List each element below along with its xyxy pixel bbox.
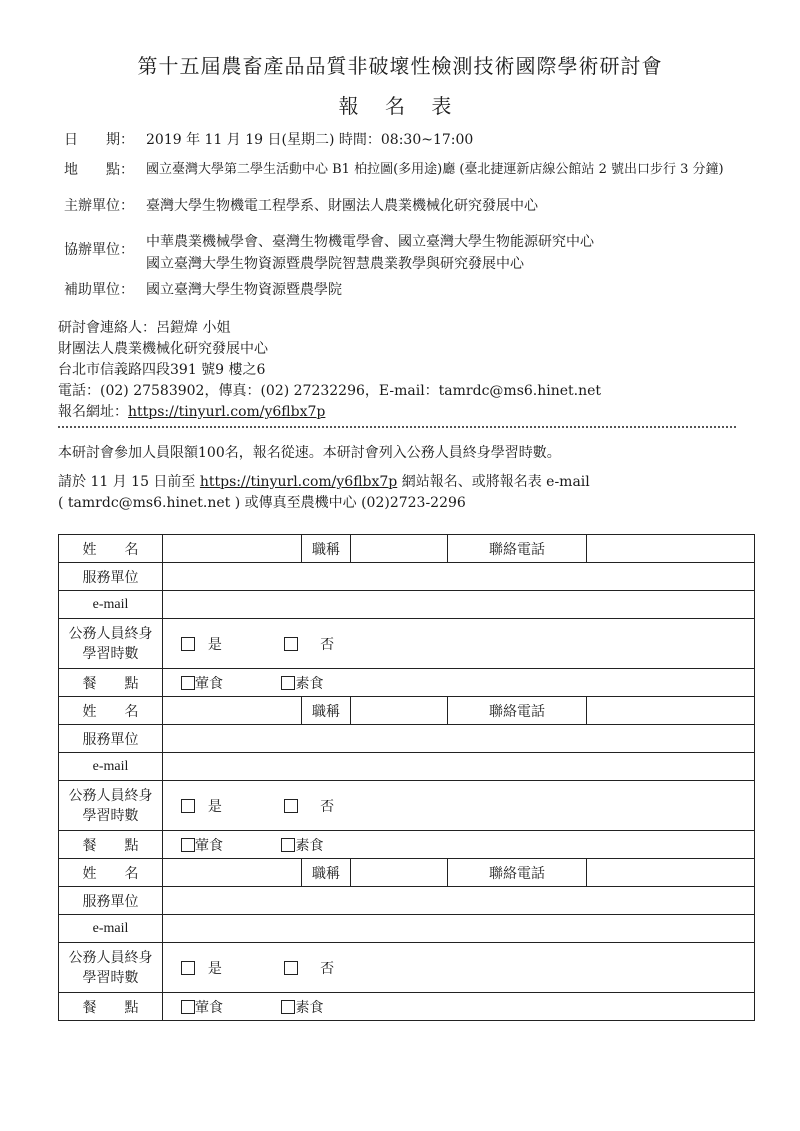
meal-options bbox=[163, 993, 755, 1021]
register-text-b: 網站報名、或將報名表 e-mail bbox=[397, 474, 590, 490]
checkbox-icon[interactable] bbox=[281, 1000, 295, 1014]
phone-field[interactable] bbox=[587, 697, 755, 725]
meal-veg-option[interactable]: 素食 bbox=[281, 835, 323, 855]
unit-label: 服務單位 bbox=[59, 563, 163, 591]
host-label: 主辦單位： bbox=[64, 198, 134, 214]
phone-label: 聯絡電話 bbox=[448, 535, 587, 563]
meal-label: 餐 點 bbox=[59, 831, 163, 859]
hours-options bbox=[163, 619, 755, 669]
place-value: 國立臺灣大學第二學生活動中心 B1 柏拉圖(多用途)廳 (臺北捷運新店線公館站 2 號出口步行 3 分鐘) bbox=[146, 162, 724, 177]
co-value-1: 中華農業機械學會、臺灣生物機電學會、國立臺灣大學生物能源研究中心 bbox=[146, 234, 594, 250]
meal-meat-option[interactable]: 葷食 bbox=[181, 835, 223, 855]
hours-label: 公務人員終身 學習時數 bbox=[59, 781, 163, 831]
register-text-line2: ( tamrdc@ms6.hinet.net ) 或傳真至農機中心 (02)2723-2296 bbox=[58, 495, 466, 511]
meal-label: 餐 點 bbox=[59, 993, 163, 1021]
info-aid bbox=[64, 281, 342, 299]
page-subtitle: 報 名 表 bbox=[338, 94, 462, 118]
hours-yes-option[interactable]: 是 bbox=[181, 634, 222, 654]
name-field[interactable] bbox=[163, 535, 302, 563]
table-row bbox=[59, 887, 755, 915]
meal-options bbox=[163, 831, 755, 859]
email-label: e-mail bbox=[59, 753, 163, 781]
meal-options bbox=[163, 669, 755, 697]
checkbox-icon[interactable] bbox=[284, 799, 298, 813]
page-title: 第十五屆農畜產品品質非破壞性檢測技術國際學術研討會 bbox=[137, 54, 663, 78]
checkbox-icon[interactable] bbox=[181, 799, 195, 813]
hours-no-option[interactable]: 否 bbox=[284, 796, 334, 816]
meal-veg-option[interactable]: 素食 bbox=[281, 673, 323, 693]
table-row bbox=[59, 619, 755, 669]
info-date bbox=[64, 131, 473, 149]
title-field[interactable] bbox=[351, 697, 448, 725]
meal-label: 餐 點 bbox=[59, 669, 163, 697]
meal-meat-option[interactable]: 葷食 bbox=[181, 673, 223, 693]
name-field[interactable] bbox=[163, 697, 302, 725]
registration-table bbox=[58, 534, 755, 1021]
hours-no-option[interactable]: 否 bbox=[284, 634, 334, 654]
web-link[interactable]: https://tinyurl.com/y6flbx7p bbox=[128, 404, 326, 420]
phone-field[interactable] bbox=[587, 535, 755, 563]
register-instructions bbox=[58, 472, 590, 514]
phone-label: 聯絡電話 bbox=[448, 697, 587, 725]
hours-label: 公務人員終身 學習時數 bbox=[59, 943, 163, 993]
phone-label: 聯絡電話 bbox=[448, 859, 587, 887]
meal-veg-option[interactable]: 素食 bbox=[281, 997, 323, 1017]
name-label: 姓 名 bbox=[59, 535, 163, 563]
hours-no-option[interactable]: 否 bbox=[284, 958, 334, 978]
contact-phone: 電話：(02) 27583902，傳真：(02) 27232296，E-mail：tamrdc@ms6.hinet.net bbox=[58, 383, 602, 399]
hours-label: 公務人員終身 學習時數 bbox=[59, 619, 163, 669]
unit-label: 服務單位 bbox=[59, 725, 163, 753]
table-row bbox=[59, 831, 755, 859]
email-field[interactable] bbox=[163, 915, 755, 943]
name-label: 姓 名 bbox=[59, 859, 163, 887]
title-label: 職稱 bbox=[302, 859, 351, 887]
checkbox-icon[interactable] bbox=[284, 961, 298, 975]
place-label: 地 點： bbox=[64, 162, 134, 178]
table-row bbox=[59, 669, 755, 697]
meal-meat-option[interactable]: 葷食 bbox=[181, 997, 223, 1017]
checkbox-icon[interactable] bbox=[281, 676, 295, 690]
email-label: e-mail bbox=[59, 591, 163, 619]
checkbox-icon[interactable] bbox=[181, 676, 195, 690]
checkbox-icon[interactable] bbox=[181, 637, 195, 651]
table-row bbox=[59, 993, 755, 1021]
hours-options bbox=[163, 943, 755, 993]
table-row bbox=[59, 535, 755, 563]
aid-value: 國立臺灣大學生物資源暨農學院 bbox=[146, 282, 342, 298]
register-text-a: 請於 11 月 15 日前至 bbox=[58, 474, 200, 490]
unit-field[interactable] bbox=[163, 725, 755, 753]
info-co-organizer bbox=[64, 231, 594, 275]
title-field[interactable] bbox=[351, 859, 448, 887]
hours-yes-option[interactable]: 是 bbox=[181, 796, 222, 816]
contact-block bbox=[58, 318, 601, 423]
info-place bbox=[64, 161, 724, 179]
date-value: 2019 年 11 月 19 日(星期二) 時間：08:30~17:00 bbox=[146, 132, 474, 148]
co-label: 協辦單位： bbox=[64, 242, 134, 258]
table-row bbox=[59, 781, 755, 831]
web-label: 報名網址： bbox=[58, 404, 128, 420]
table-row bbox=[59, 915, 755, 943]
co-value-2: 國立臺灣大學生物資源暨農學院智慧農業教學與研究發展中心 bbox=[146, 256, 524, 272]
contact-org: 財團法人農業機械化研究發展中心 bbox=[58, 341, 268, 357]
name-label: 姓 名 bbox=[59, 697, 163, 725]
table-row bbox=[59, 859, 755, 887]
hours-yes-option[interactable]: 是 bbox=[181, 958, 222, 978]
title-label: 職稱 bbox=[302, 535, 351, 563]
table-row bbox=[59, 697, 755, 725]
table-row bbox=[59, 563, 755, 591]
title-field[interactable] bbox=[351, 535, 448, 563]
host-value: 臺灣大學生物機電工程學系、財團法人農業機械化研究發展中心 bbox=[146, 198, 538, 214]
name-field[interactable] bbox=[163, 859, 302, 887]
notice-text: 本研討會參加人員限額100名，報名從速。本研討會列入公務人員終身學習時數。 bbox=[58, 445, 561, 461]
checkbox-icon[interactable] bbox=[181, 1000, 195, 1014]
contact-person: 研討會連絡人：呂鎧煒 小姐 bbox=[58, 320, 231, 336]
checkbox-icon[interactable] bbox=[181, 838, 195, 852]
table-row bbox=[59, 591, 755, 619]
table-row bbox=[59, 753, 755, 781]
unit-field[interactable] bbox=[163, 887, 755, 915]
title-label: 職稱 bbox=[302, 697, 351, 725]
contact-address: 台北市信義路四段391 號9 樓之6 bbox=[58, 362, 266, 378]
email-field[interactable] bbox=[163, 753, 755, 781]
contact-web bbox=[58, 402, 601, 423]
date-label: 日 期： bbox=[64, 132, 134, 148]
email-field[interactable] bbox=[163, 591, 755, 619]
phone-field[interactable] bbox=[587, 859, 755, 887]
checkbox-icon[interactable] bbox=[284, 637, 298, 651]
hours-options bbox=[163, 781, 755, 831]
checkbox-icon[interactable] bbox=[181, 961, 195, 975]
table-row bbox=[59, 943, 755, 993]
table-row bbox=[59, 725, 755, 753]
register-link[interactable]: https://tinyurl.com/y6flbx7p bbox=[199, 474, 398, 490]
info-host bbox=[64, 197, 538, 215]
dotted-divider bbox=[58, 426, 736, 428]
aid-label: 補助單位： bbox=[64, 282, 134, 298]
unit-label: 服務單位 bbox=[59, 887, 163, 915]
unit-field[interactable] bbox=[163, 563, 755, 591]
email-label: e-mail bbox=[59, 915, 163, 943]
checkbox-icon[interactable] bbox=[281, 838, 295, 852]
